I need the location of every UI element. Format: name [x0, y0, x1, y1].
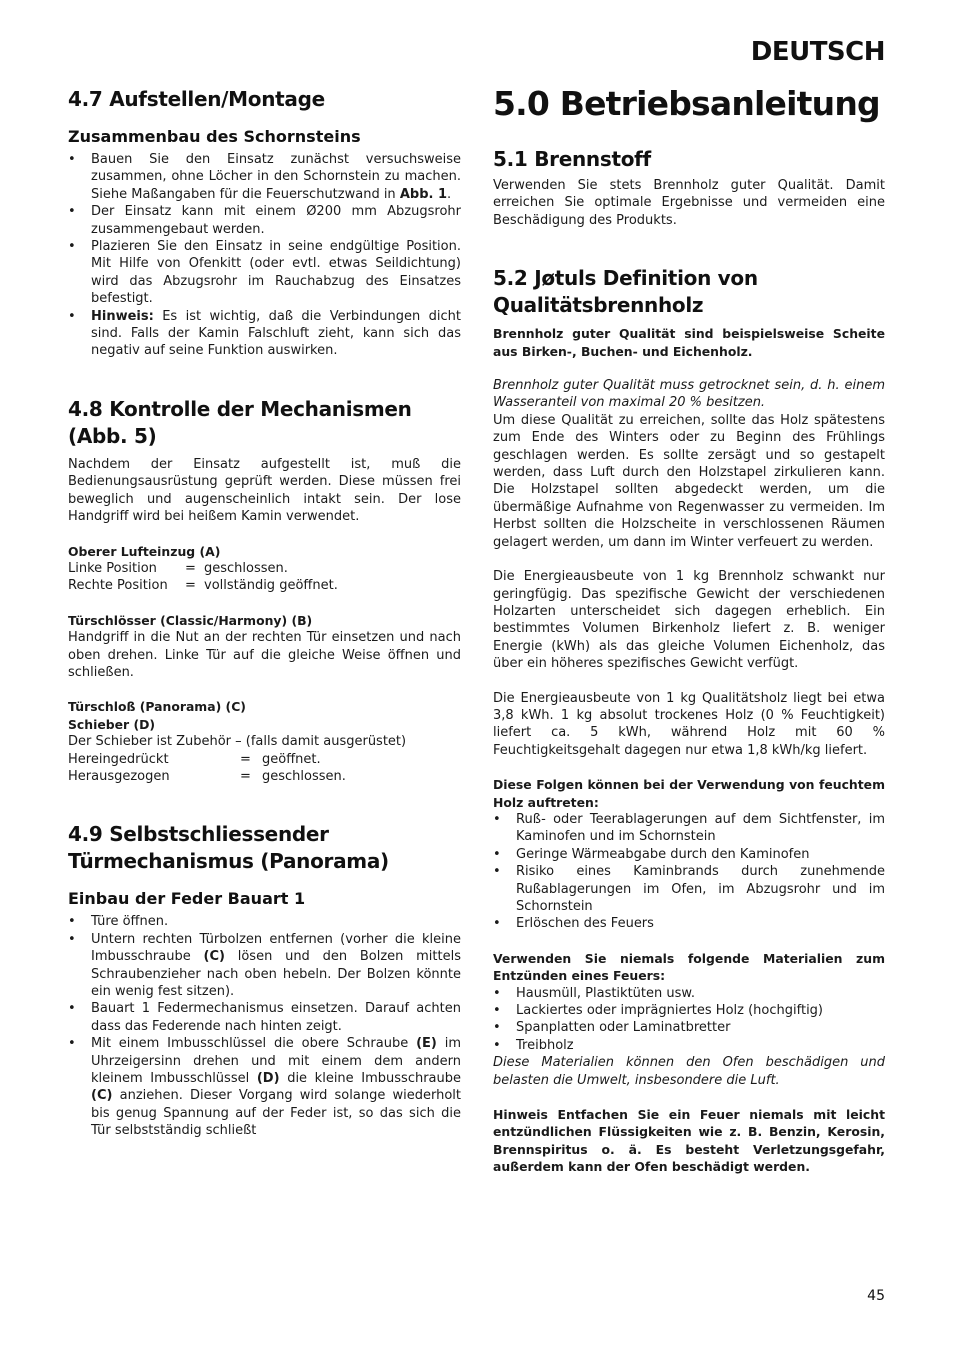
list-item: • Ruß- oder Teerablagerungen auf dem Sichtfenster, im Kaminofen und im Schornstein	[493, 811, 885, 846]
forbidden-materials-list	[493, 985, 885, 1055]
list-item: • Spanplatten oder Laminatbretter	[493, 1019, 885, 1036]
quality-italic: Brennholz guter Qualität muss getrocknet sein, d. h. einem Wasseranteil von maximal 20 % besitzen.	[493, 378, 885, 411]
section-5-2-heading: 5.2 Jøtuls Definition von Qualitätsbrennholz	[493, 266, 758, 318]
forbidden-materials-title: Verwenden Sie niemals folgende Materialien zum Entzünden eines Feuers:	[493, 950, 885, 984]
section-4-9-heading: 4.9 Selbstschliessender Türmechanismus (Panorama)	[68, 822, 389, 874]
air-row-left: Linke Position = geschlossen.	[68, 560, 288, 576]
list-item: • Bauart 1 Federmechanismus einsetzen. Darauf achten dass das Federende nach hinten zeigt.	[68, 1000, 461, 1035]
chapter-title: 5.0 Betriebsanleitung	[493, 84, 880, 123]
panorama-lock-title: Türschloß (Panorama) (C)	[68, 699, 246, 715]
slider-title: Schieber (D)	[68, 716, 156, 732]
right-column	[493, 84, 885, 1176]
list-item: • Der Einsatz kann mit einem Ø200 mm Abzugsrohr zusammengebaut werden.	[68, 203, 461, 238]
door-lock-title: Türschlösser (Classic/Harmony) (B)	[68, 612, 313, 628]
list-item: • Untern rechten Türbolzen entfernen (vorher die kleine Imbusschraube (C) lösen und den Bolzen mittels Schraubenzieher nach oben hebeln. Der Bolzen könnte ein wenig fest sitzen).	[68, 931, 461, 1001]
list-item: • Erlöschen des Feuers	[493, 915, 885, 932]
list-item: • Geringe Wärmeabgabe durch den Kaminofen	[493, 846, 885, 863]
section-5-1-heading: 5.1 Brennstoff	[493, 147, 651, 171]
list-item: • Türe öffnen.	[68, 913, 461, 930]
slider-text: Der Schieber ist Zubehör – (falls damit ausgerüstet)	[68, 734, 407, 750]
section-4-9-subheading: Einbau der Feder Bauart 1	[68, 889, 306, 909]
section-4-9-list	[68, 913, 461, 1139]
note-label: Hinweis:	[91, 308, 154, 324]
list-item: • Risiko eines Kaminbrands durch zunehmende Rußablagerungen im Ofen, im Abzugsrohr und im Schornstein	[493, 863, 885, 915]
air-row-right: Rechte Position = vollständig geöffnet.	[68, 578, 338, 594]
quality-paragraph-1: Um diese Qualität zu erreichen, sollte das Holz spätestens zum Ende des Winters oder zu Beginn des Frühlings geschlagen werden. Es sollte zersägt und so gestapelt werden, dass Luft durch den Holzstapel zirkulieren kann. Die Holzstapel sollten abgedeckt werden, um die übermäßige Aufnahme von Regenwasser zu vermeiden. Im Herbst sollten die Holzscheite in verschlossenen Räumen gelagert werden, um dann im Winter verfeuert zu werden.	[493, 412, 885, 550]
wet-wood-title: Diese Folgen können bei der Verwendung von feuchtem Holz auftreten:	[493, 777, 885, 810]
list-item: • Plazieren Sie den Einsatz in seine endgültige Position. Mit Hilfe von Ofenkitt (oder evtl. etwas Seildichtung) wird das Abzugsrohr im Rauchabzug des Einsatzes befestigt.	[68, 238, 461, 308]
page-number: 45	[867, 1288, 885, 1304]
wet-wood-list	[493, 811, 885, 933]
list-item: • Hausmüll, Plastiktüten usw.	[493, 985, 885, 1002]
left-column	[68, 86, 461, 1140]
quality-paragraph-3: Die Energieausbeute von 1 kg Qualitätsholz liegt bei etwa 3,8 kWh. 1 kg absolut trockenes Holz (0 % Feuchtigkeit) liefert ca. 5 kWh, während Holz mit 60 % Feuchtigkeitsgehalt dagegen nur etwa 1,8 kWh/kg liefert.	[493, 690, 885, 758]
slider-row-in: Hereingedrückt = geöffnet.	[68, 751, 321, 767]
warning-note: Hinweis Entfachen Sie ein Feuer niemals mit leicht entzündlichen Flüssigkeiten wie z. B. Benzin, Kerosin, Brennspiritus o. ä. Es besteht Verletzungsgefahr, außerdem kann der Ofen beschädigt werden.	[493, 1107, 885, 1175]
slider-row-out: Herausgezogen = geschlossen.	[68, 768, 346, 784]
quality-intro: Brennholz guter Qualität sind beispielsweise Scheite aus Birken-, Buchen- und Eichenholz.	[493, 326, 885, 359]
list-item: • Hinweis: Es ist wichtig, daß die Verbindungen dicht sind. Falls der Kamin Falschluft zieht, kann sich das negativ auf seine Funktion auswirken.	[68, 308, 461, 360]
forbidden-materials-note: Diese Materialien können den Ofen beschädigen und belasten die Umwelt, insbesondere die Luft.	[493, 1055, 885, 1088]
section-4-7-heading: 4.7 Aufstellen/Montage	[68, 87, 325, 111]
section-4-8-heading: 4.8 Kontrolle der Mechanismen (Abb. 5)	[68, 396, 412, 448]
figure-ref: Abb. 1	[399, 186, 448, 202]
section-4-8-intro: Nachdem der Einsatz aufgestellt ist, muß die Bedienungsausrüstung geprüft werden. Diese müssen frei beweglich und augenscheinlich intakt sein. Der lose Handgriff wird bei heißem Kamin verwendet.	[68, 456, 461, 525]
quality-paragraph-2: Die Energieausbeute von 1 kg Brennholz schwankt nur geringfügig. Das spezifische Gewicht der verschiedenen Holzarten unterscheidet sich dagegen erheblich. Ein bestimmtes Volumen Birkenholz liefert z. B. weniger Energie (kWh) als das gleiche Volumen Eichenholz, das über ein höheres spezifisches Gewicht verfügt.	[493, 569, 885, 672]
section-5-1-text: Verwenden Sie stets Brennholz guter Qualität. Damit erreichen Sie optimale Ergebnisse und vermeiden eine Beschädigung des Produkts.	[493, 178, 885, 228]
list-item: • Lackiertes oder imprägniertes Holz (hochgiftig)	[493, 1002, 885, 1019]
air-intake-title: Oberer Lufteinzug (A)	[68, 543, 221, 559]
section-4-7-list	[68, 151, 461, 360]
door-lock-text: Handgriff in die Nut an der rechten Tür einsetzen und nach oben drehen. Linke Tür auf die gleiche Weise öffnen und schließen.	[68, 630, 461, 680]
list-item: • Treibholz	[493, 1037, 885, 1054]
language-label: DEUTSCH	[750, 37, 885, 67]
list-item: • Mit einem Imbusschlüssel die obere Schraube (E) im Uhrzeigersinn drehen und mit einem dem andern kleinem Imbusschlüssel (D) die kleine Imbusschraube (C) anziehen. Dieser Vorgang wird solange wiederholt bis genug Spannung auf der Feder ist, so das sich die Tür selbstständig schließt	[68, 1035, 461, 1139]
list-item: • Bauen Sie den Einsatz zunächst versuchsweise zusammen, ohne Löcher in den Schornstein zu machen. Siehe Maßangaben für die Feuerschutzwand in Abb. 1.	[68, 151, 461, 203]
section-4-7-subheading: Zusammenbau des Schornsteins	[68, 127, 361, 146]
